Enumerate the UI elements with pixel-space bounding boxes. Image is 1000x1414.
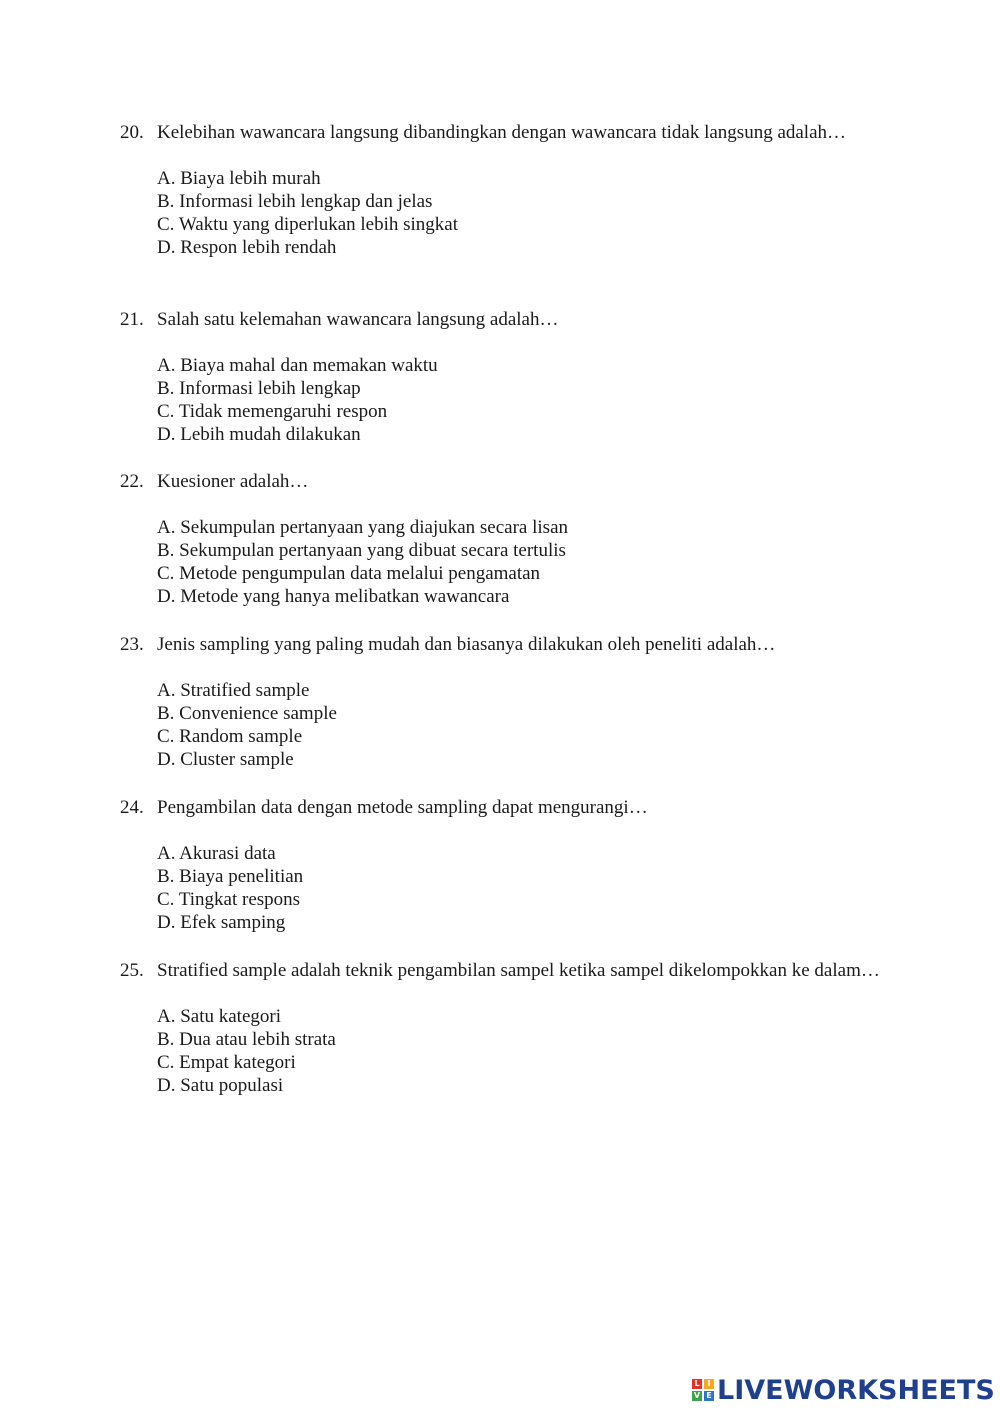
logo-mark-tile: L xyxy=(692,1379,702,1389)
question-number: 25. xyxy=(120,960,144,981)
question-25 xyxy=(120,959,880,1097)
option-c[interactable]: C. Tidak memengaruhi respon xyxy=(157,401,388,422)
question-text: Salah satu kelemahan wawancara langsung adalah… xyxy=(157,309,559,330)
option-d[interactable]: D. Respon lebih rendah xyxy=(157,237,337,258)
question-text: Kuesioner adalah… xyxy=(157,471,309,492)
option-c[interactable]: C. Tingkat respons xyxy=(157,889,301,910)
logo-mark-tile: I xyxy=(704,1379,714,1389)
liveworksheets-logo xyxy=(692,1375,995,1405)
option-a[interactable]: A. Biaya mahal dan memakan waktu xyxy=(157,355,438,376)
question-22 xyxy=(120,470,880,608)
option-list xyxy=(157,1005,880,1097)
option-b[interactable]: B. Informasi lebih lengkap dan jelas xyxy=(157,191,433,212)
option-c[interactable]: C. Metode pengumpulan data melalui pengamatan xyxy=(157,563,541,584)
option-a[interactable]: A. Stratified sample xyxy=(157,680,310,701)
option-d[interactable]: D. Lebih mudah dilakukan xyxy=(157,424,361,445)
option-d[interactable]: D. Efek samping xyxy=(157,912,286,933)
option-d[interactable]: D. Cluster sample xyxy=(157,749,294,770)
question-number: 24. xyxy=(120,797,144,818)
logo-wordmark: LIVEWORKSHEETS xyxy=(717,1374,995,1406)
question-number: 23. xyxy=(120,634,144,655)
question-text: Pengambilan data dengan metode sampling dapat mengurangi… xyxy=(157,797,648,818)
option-a[interactable]: A. Biaya lebih murah xyxy=(157,168,321,189)
question-20 xyxy=(120,121,880,259)
option-c[interactable]: C. Empat kategori xyxy=(157,1052,296,1073)
question-21 xyxy=(120,308,880,446)
question-23 xyxy=(120,633,880,771)
question-number: 22. xyxy=(120,471,144,492)
option-list xyxy=(157,842,880,934)
option-d[interactable]: D. Satu populasi xyxy=(157,1075,284,1096)
logo-mark-tile: V xyxy=(693,1391,701,1400)
option-b[interactable]: B. Biaya penelitian xyxy=(157,866,304,887)
question-text: Stratified sample adalah teknik pengambilan sampel ketika sampel dikelompokkan ke dalam… xyxy=(157,960,880,981)
option-list xyxy=(157,354,880,446)
logo-mark-tile: E xyxy=(704,1391,714,1401)
option-list xyxy=(157,516,880,608)
option-b[interactable]: B. Informasi lebih lengkap xyxy=(157,378,361,399)
option-c[interactable]: C. Random sample xyxy=(157,726,303,747)
question-number: 21. xyxy=(120,309,144,330)
question-24 xyxy=(120,796,880,934)
question-number: 20. xyxy=(120,122,144,143)
option-a[interactable]: A. Sekumpulan pertanyaan yang diajukan secara lisan xyxy=(157,517,568,538)
option-b[interactable]: B. Convenience sample xyxy=(157,703,337,724)
option-list xyxy=(157,679,880,771)
option-c[interactable]: C. Waktu yang diperlukan lebih singkat xyxy=(157,214,459,235)
question-text: Kelebihan wawancara langsung dibandingkan dengan wawancara tidak langsung adalah… xyxy=(157,122,847,143)
option-a[interactable]: A. Akurasi data xyxy=(157,843,276,864)
option-list xyxy=(157,167,880,259)
option-b[interactable]: B. Dua atau lebih strata xyxy=(157,1029,336,1050)
question-text: Jenis sampling yang paling mudah dan biasanya dilakukan oleh peneliti adalah… xyxy=(157,634,776,655)
option-d[interactable]: D. Metode yang hanya melibatkan wawancara xyxy=(157,586,510,607)
option-a[interactable]: A. Satu kategori xyxy=(157,1006,282,1027)
liveworksheets-logo-icon xyxy=(692,1379,714,1401)
option-b[interactable]: B. Sekumpulan pertanyaan yang dibuat secara tertulis xyxy=(157,540,566,561)
